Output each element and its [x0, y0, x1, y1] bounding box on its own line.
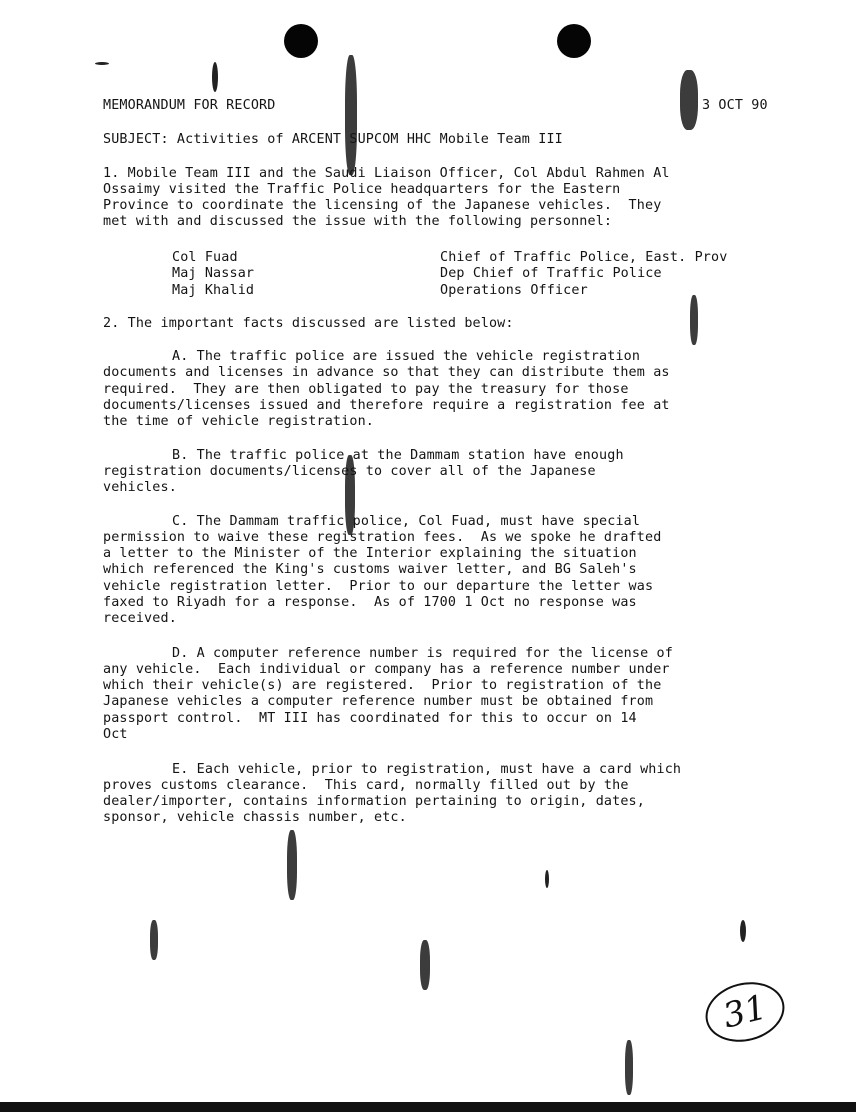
copy-smudge [420, 940, 430, 990]
para-a-line: documents and licenses in advance so that they can distribute them as [103, 365, 670, 380]
para-d-line: Japanese vehicles a computer reference number must be obtained from [103, 694, 654, 709]
p1-line: met with and discussed the issue with the following personnel: [103, 214, 613, 229]
personnel-title: Dep Chief of Traffic Police [440, 266, 662, 281]
para-a-line: required. They are then obligated to pay the treasury for those [103, 382, 629, 397]
copy-speck [212, 62, 218, 92]
copy-speck [740, 920, 746, 942]
personnel-title: Operations Officer [440, 283, 588, 298]
punch-hole-left [284, 24, 318, 58]
para-c-line: received. [103, 611, 177, 626]
copy-speck [545, 870, 549, 888]
para-a-line: documents/licenses issued and therefore require a registration fee at [103, 398, 670, 413]
para-c-line: faxed to Riyadh for a response. As of 1700 1 Oct no response was [103, 595, 637, 610]
copy-speck [95, 62, 109, 65]
para-e-line: E. Each vehicle, prior to registration, must have a card which [172, 762, 682, 777]
para-c-line: C. The Dammam traffic police, Col Fuad, must have special [172, 514, 641, 529]
memo-title: MEMORANDUM FOR RECORD [103, 98, 276, 113]
para-e-line: dealer/importer, contains information pertaining to origin, dates, [103, 794, 645, 809]
para-d-line: which their vehicle(s) are registered. Prior to registration of the [103, 678, 662, 693]
copy-smudge [150, 920, 158, 960]
para-c-line: a letter to the Minister of the Interior explaining the situation [103, 546, 637, 561]
para-c-line: which referenced the King's customs waiver letter, and BG Saleh's [103, 562, 637, 577]
para-d-line: D. A computer reference number is required for the license of [172, 646, 673, 661]
p1-line: 1. Mobile Team III and the Saudi Liaison Officer, Col Abdul Rahmen Al [103, 166, 670, 181]
memo-subject: SUBJECT: Activities of ARCENT SUPCOM HHC Mobile Team III [103, 132, 563, 147]
copy-smudge [680, 70, 698, 130]
personnel-name: Col Fuad [172, 250, 238, 265]
para-a-line: A. The traffic police are issued the vehicle registration [172, 349, 641, 364]
handwritten-page-number: 31 [699, 974, 791, 1050]
para-b-line: vehicles. [103, 480, 177, 495]
copy-smudge [690, 295, 698, 345]
memo-date: 3 OCT 90 [702, 98, 768, 113]
para-e-line: sponsor, vehicle chassis number, etc. [103, 810, 407, 825]
scan-edge-bar [0, 1102, 856, 1112]
para-c-line: vehicle registration letter. Prior to our departure the letter was [103, 579, 654, 594]
p1-line: Province to coordinate the licensing of the Japanese vehicles. They [103, 198, 662, 213]
personnel-title: Chief of Traffic Police, East. Prov [440, 250, 728, 265]
copy-smudge [625, 1040, 633, 1095]
personnel-name: Maj Nassar [172, 266, 255, 281]
punch-hole-right [557, 24, 591, 58]
para-d-line: any vehicle. Each individual or company has a reference number under [103, 662, 670, 677]
p1-line: Ossaimy visited the Traffic Police headquarters for the Eastern [103, 182, 621, 197]
copy-smudge [345, 55, 357, 175]
para-a-line: the time of vehicle registration. [103, 414, 374, 429]
para-b-line: B. The traffic police at the Dammam station have enough [172, 448, 624, 463]
para-b-line: registration documents/licenses to cover all of the Japanese [103, 464, 596, 479]
para-d-line: Oct [103, 727, 128, 742]
personnel-name: Maj Khalid [172, 283, 255, 298]
para-d-line: passport control. MT III has coordinated for this to occur on 14 [103, 711, 637, 726]
p2-line: 2. The important facts discussed are listed below: [103, 316, 514, 331]
para-e-line: proves customs clearance. This card, normally filled out by the [103, 778, 629, 793]
para-c-line: permission to waive these registration fees. As we spoke he drafted [103, 530, 662, 545]
copy-smudge [287, 830, 297, 900]
